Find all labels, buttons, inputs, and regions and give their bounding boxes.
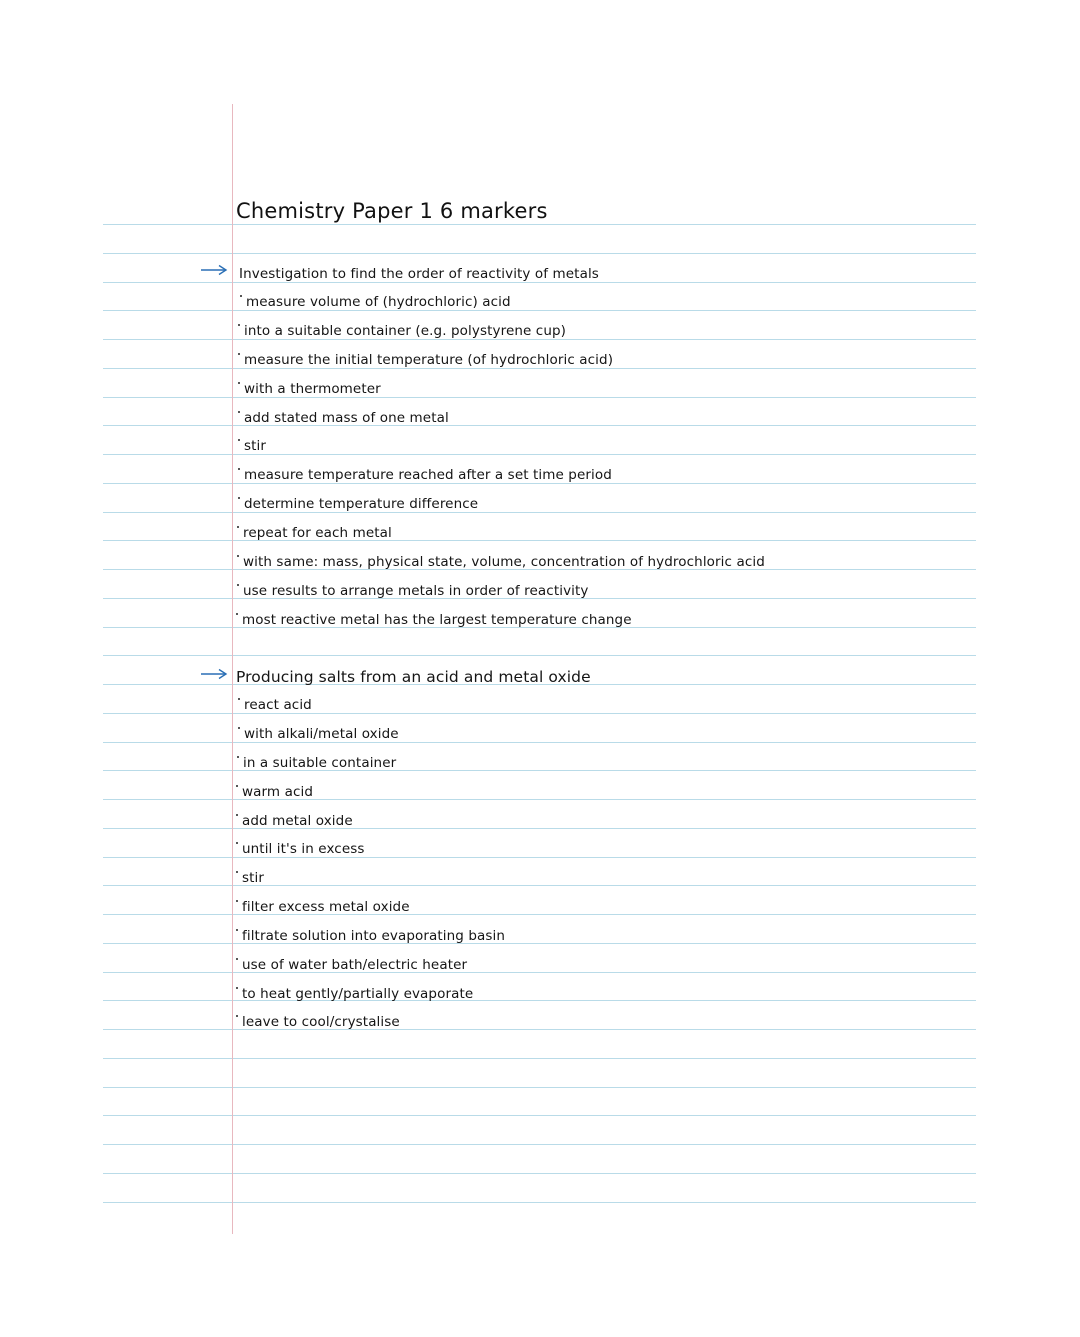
list-item: measure temperature reached after a set time period	[238, 467, 612, 483]
list-item: use of water bath/electric heater	[236, 957, 467, 973]
list-item: leave to cool/crystalise	[236, 1014, 400, 1030]
ruled-line	[103, 1115, 976, 1116]
ruled-line	[103, 339, 976, 340]
bullet-icon	[237, 555, 239, 557]
bullet-icon	[236, 958, 238, 960]
arrow-right-icon	[200, 668, 228, 680]
bullet-icon	[236, 1015, 238, 1017]
list-item: most reactive metal has the largest temperature change	[236, 612, 632, 628]
list-item: to heat gently/partially evaporate	[236, 986, 473, 1002]
bullet-icon	[238, 727, 240, 729]
list-item: in a suitable container	[237, 755, 396, 771]
arrow-right-icon	[200, 264, 228, 276]
ruled-line	[103, 1173, 976, 1174]
list-item: measure the initial temperature (of hydrochloric acid)	[238, 352, 613, 368]
ruled-line	[103, 310, 976, 311]
list-item: with alkali/metal oxide	[238, 726, 399, 742]
ruled-line	[103, 1058, 976, 1059]
ruled-line	[103, 770, 976, 771]
ruled-line	[103, 742, 976, 743]
ruled-line	[103, 1029, 976, 1030]
margin-line	[232, 104, 233, 1234]
ruled-line	[103, 972, 976, 973]
ruled-line	[103, 425, 976, 426]
list-item: add metal oxide	[236, 813, 353, 829]
bullet-icon	[237, 526, 239, 528]
ruled-line	[103, 253, 976, 254]
list-item: until it's in excess	[236, 841, 365, 857]
ruled-line	[103, 799, 976, 800]
ruled-line	[103, 1202, 976, 1203]
ruled-line	[103, 1000, 976, 1001]
list-item: stir	[238, 438, 266, 454]
bullet-icon	[240, 295, 242, 297]
list-item: warm acid	[236, 784, 313, 800]
bullet-icon	[238, 698, 240, 700]
bullet-icon	[238, 411, 240, 413]
list-item: filtrate solution into evaporating basin	[236, 928, 505, 944]
bullet-icon	[236, 785, 238, 787]
ruled-line	[103, 857, 976, 858]
bullet-icon	[238, 497, 240, 499]
ruled-line	[103, 943, 976, 944]
ruled-line	[103, 397, 976, 398]
list-item: determine temperature difference	[238, 496, 478, 512]
list-item: use results to arrange metals in order of reactivity	[237, 583, 589, 599]
list-item: react acid	[238, 697, 312, 713]
bullet-icon	[238, 382, 240, 384]
list-item: filter excess metal oxide	[236, 899, 410, 915]
bullet-icon	[238, 468, 240, 470]
list-item: add stated mass of one metal	[238, 410, 449, 426]
bullet-icon	[236, 613, 238, 615]
ruled-line	[103, 655, 976, 656]
bullet-icon	[238, 353, 240, 355]
bullet-icon	[236, 842, 238, 844]
ruled-line	[103, 483, 976, 484]
bullet-icon	[236, 814, 238, 816]
section-heading: Investigation to find the order of reactivity of metals	[239, 266, 599, 282]
list-item: into a suitable container (e.g. polystyrene cup)	[238, 323, 566, 339]
bullet-icon	[236, 900, 238, 902]
section-heading: Producing salts from an acid and metal oxide	[236, 668, 591, 686]
ruled-line	[103, 713, 976, 714]
bullet-icon	[238, 439, 240, 441]
list-item: measure volume of (hydrochloric) acid	[240, 294, 511, 310]
ruled-line	[103, 224, 976, 225]
ruled-line	[103, 540, 976, 541]
ruled-line	[103, 828, 976, 829]
bullet-icon	[237, 584, 239, 586]
ruled-line	[103, 368, 976, 369]
ruled-line	[103, 914, 976, 915]
bullet-icon	[236, 987, 238, 989]
page-title: Chemistry Paper 1 6 markers	[236, 199, 548, 223]
list-item: stir	[236, 870, 264, 886]
list-item: with same: mass, physical state, volume, concentration of hydrochloric acid	[237, 554, 765, 570]
ruled-line	[103, 1144, 976, 1145]
ruled-line	[103, 512, 976, 513]
list-item: repeat for each metal	[237, 525, 392, 541]
bullet-icon	[238, 324, 240, 326]
bullet-icon	[236, 929, 238, 931]
bullet-icon	[237, 756, 239, 758]
ruled-line	[103, 282, 976, 283]
list-item: with a thermometer	[238, 381, 381, 397]
ruled-line	[103, 1087, 976, 1088]
ruled-line	[103, 885, 976, 886]
bullet-icon	[236, 871, 238, 873]
ruled-line	[103, 454, 976, 455]
